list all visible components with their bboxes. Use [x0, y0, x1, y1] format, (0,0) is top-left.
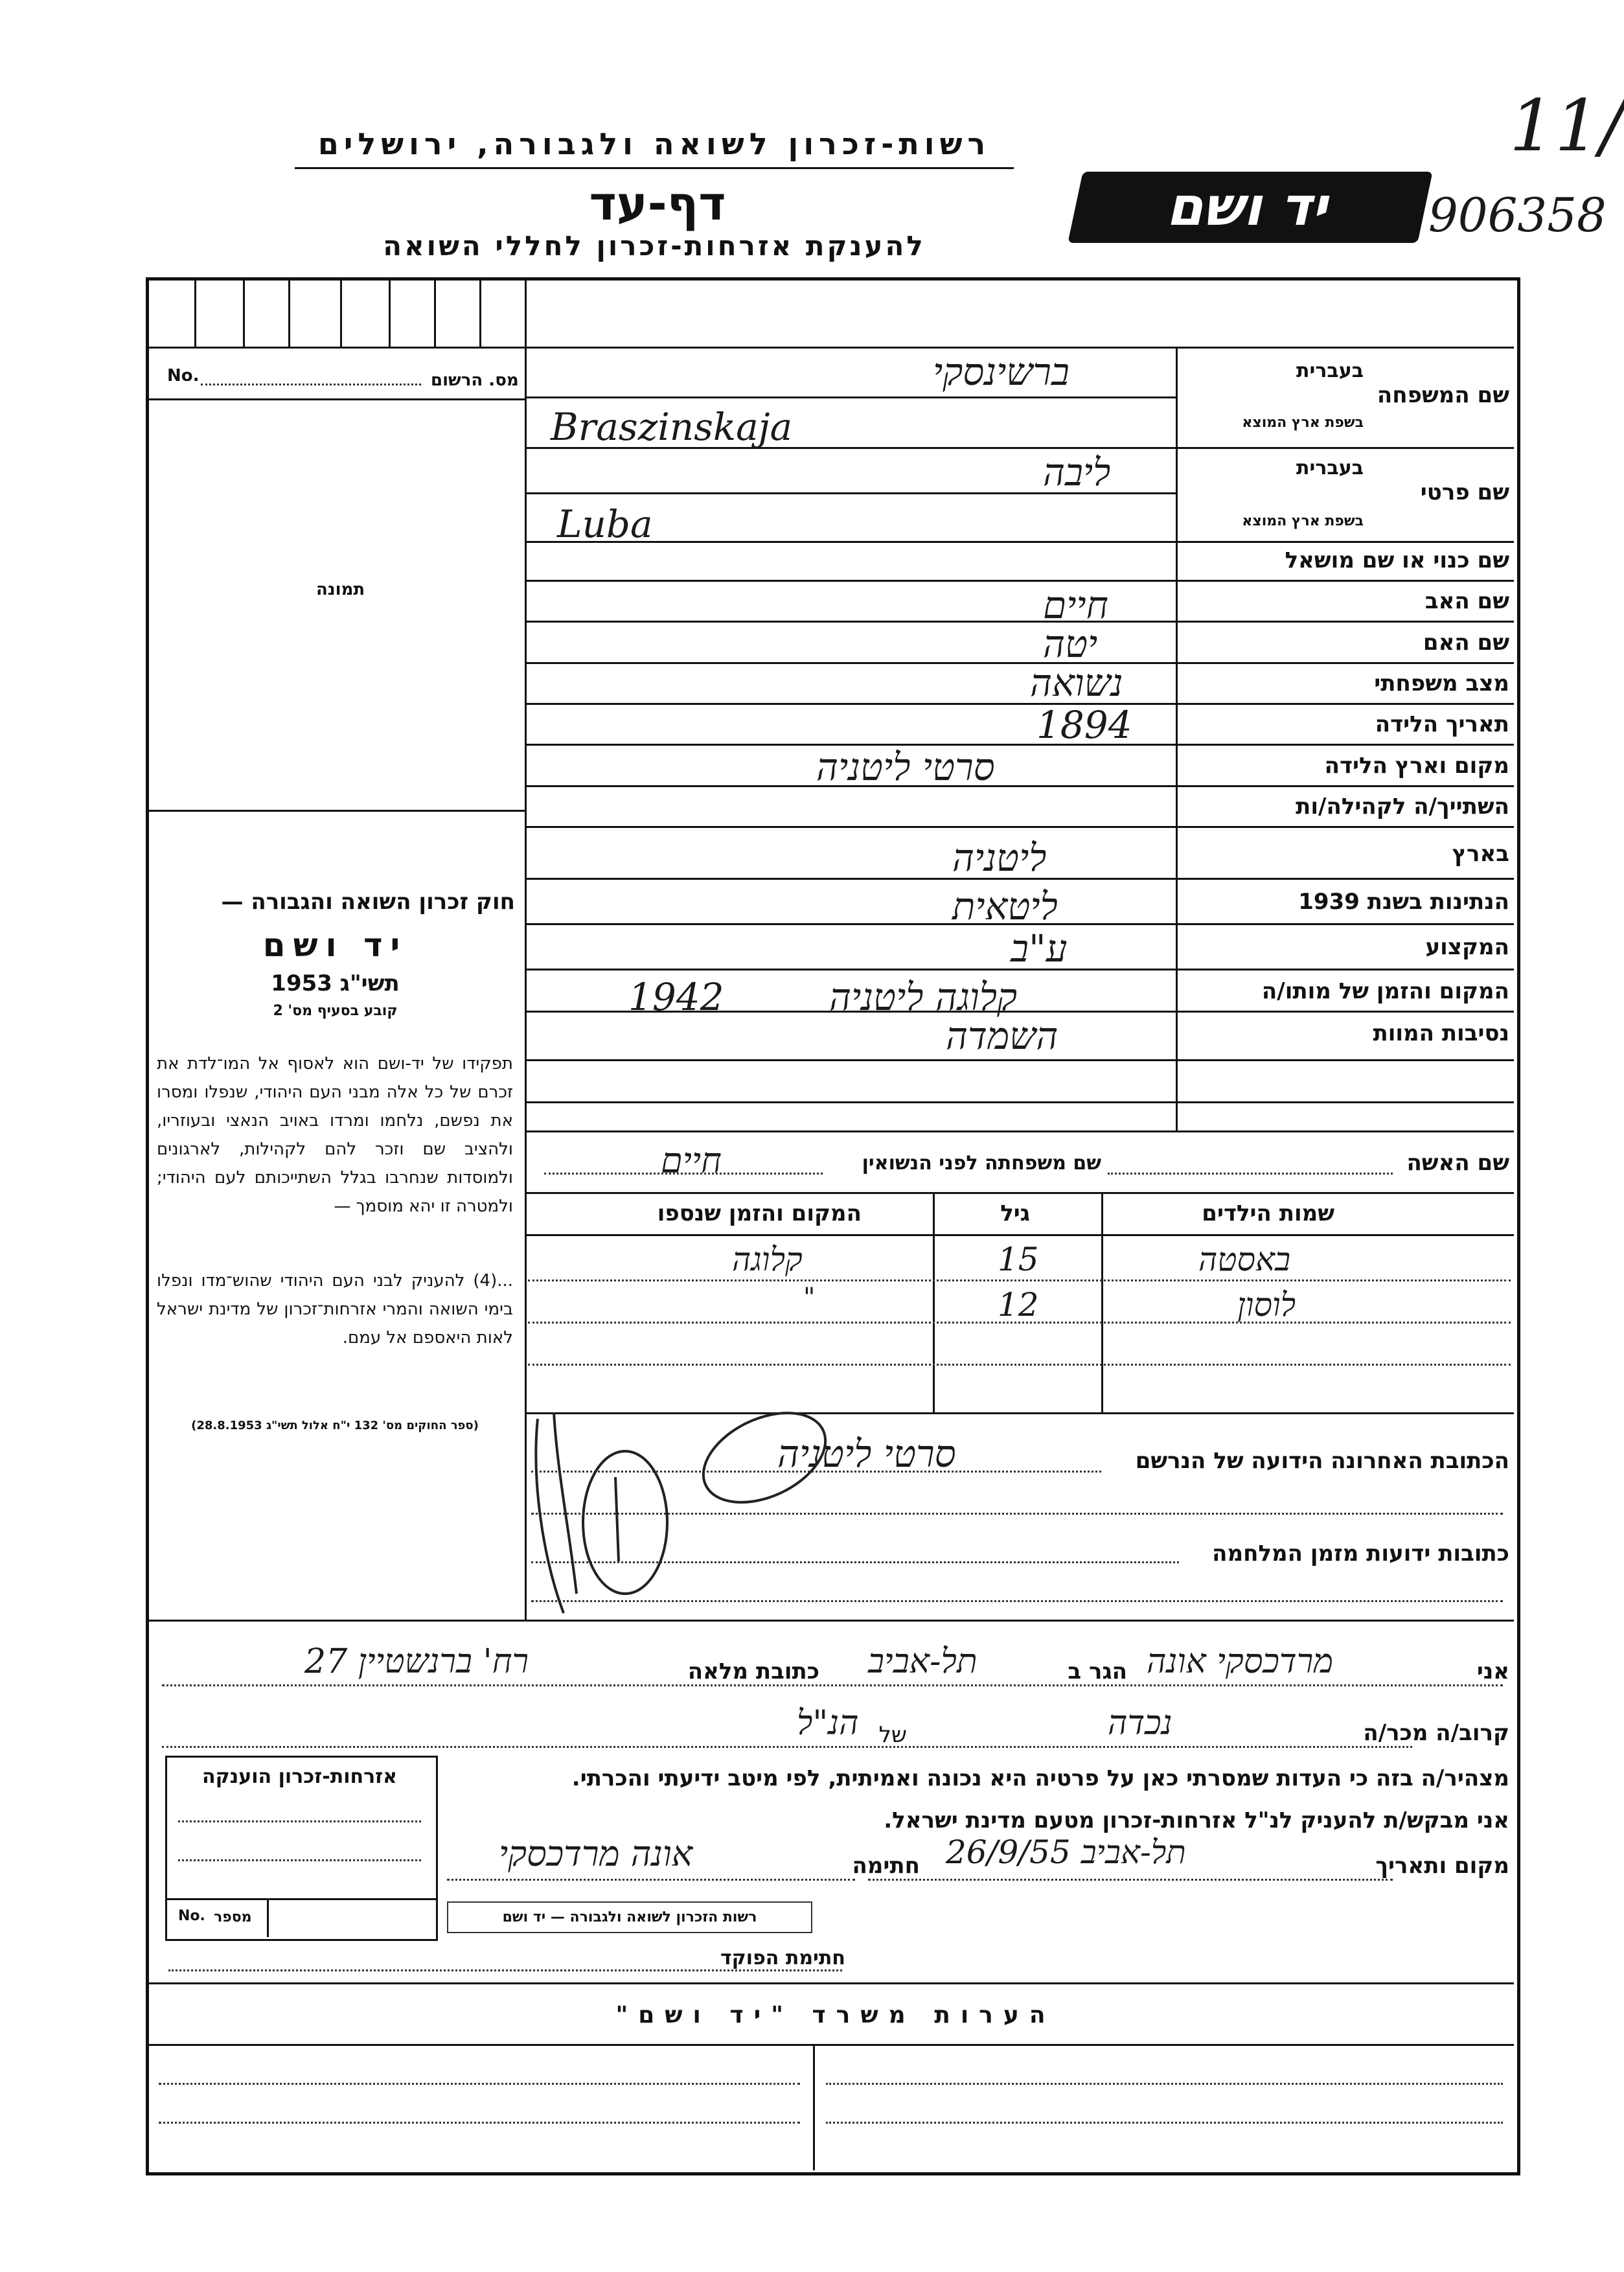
surname-label: שם המשפחה — [1377, 382, 1509, 408]
law-name: יד ושם — [262, 926, 408, 964]
photo-label: תמונה — [316, 580, 365, 599]
surname-origin-value[interactable]: Braszinskaja — [551, 405, 793, 449]
corner-mark: 11/ — [1509, 84, 1624, 167]
firstname-origin-lang: בשפת ארץ המוצא — [1242, 513, 1364, 529]
decl-resides-label: הגר ב — [1068, 1658, 1127, 1684]
child2-age[interactable]: 12 — [998, 1286, 1039, 1324]
deathyear-value[interactable]: 1942 — [628, 975, 724, 1019]
form-subtitle: להענקת אזרחות-זכרון לחללי השואה — [383, 230, 926, 262]
official-stamp — [447, 1901, 812, 1933]
birthdate-value[interactable]: 1894 — [1036, 703, 1132, 747]
child1-name[interactable]: באסטה — [1198, 1241, 1291, 1278]
declaration-top-line — [149, 1620, 1514, 1622]
child1-age[interactable]: 15 — [998, 1241, 1039, 1278]
mother-value[interactable]: יטה — [1043, 622, 1098, 666]
law-source: (ספר החוקים מס' 132 י"ח אלול תשי"ג 28.8.1953) — [191, 1419, 479, 1432]
marital-value[interactable]: נשואה — [1030, 661, 1123, 705]
authority-underline — [295, 167, 1014, 169]
photo-box-bottom — [149, 810, 525, 812]
registry-field[interactable] — [201, 384, 421, 385]
decl-name[interactable]: מרדכסקי אונה — [1147, 1642, 1334, 1681]
last-address-label: הכתובת האחרונה הידועה של הנרשם — [1135, 1448, 1509, 1474]
decl-of-value[interactable]: הנ"ל — [797, 1704, 859, 1743]
deathplace-value[interactable]: קלוגה ליטניה — [829, 975, 1017, 1019]
law-section: קובע בסעיף מס' 2 — [273, 1003, 398, 1019]
decl-statement: מצהיר/ה בזה כי העדות שמסרתי כאן על פרטיה היא נכונה ואמיתית, לפי מיטב ידיעתי והכרתי. — [571, 1765, 1509, 1791]
firstname-hebrew-value[interactable]: ליבה — [1043, 450, 1111, 494]
decl-address-label: כתובת מלאה — [687, 1658, 819, 1684]
form-title: דף-עד — [589, 176, 726, 231]
decl-of-label: של — [878, 1722, 907, 1748]
decl-signature[interactable]: אונה מרדכסקי — [499, 1833, 693, 1874]
wife-maiden-label: שם משפחתה לפני הנשואין — [862, 1152, 1101, 1175]
wife-label: שם האשה — [1406, 1150, 1509, 1176]
nickname-label: שם כנוי או שם מושאל — [1285, 547, 1509, 573]
decl-place-date[interactable]: תל-אביב 26/9/55 — [946, 1833, 1186, 1871]
surname-in-hebrew: בעברית — [1296, 360, 1364, 382]
logo-text: יד ושם — [1163, 176, 1338, 238]
decl-place-date-label: מקום ותאריך — [1375, 1853, 1509, 1879]
surname-hebrew-value[interactable]: ברשינסקי — [933, 350, 1069, 394]
notes-top-line — [149, 1982, 1514, 1984]
deathcause-label: נסיבות המוות — [1373, 1020, 1509, 1046]
award-title: אזרחות-זכרון הוענקה — [201, 1765, 398, 1788]
decl-i-label: אני — [1476, 1658, 1509, 1684]
decl-relative-label: קרוב/ה מכר/ה — [1363, 1720, 1509, 1746]
officer-signature-label: חתימת הפוקד — [720, 1947, 845, 1969]
deathplace-label: המקום והזמן של מותו/ה — [1261, 978, 1509, 1004]
decl-relation[interactable]: נכדה — [1108, 1704, 1172, 1743]
decl-city[interactable]: תל-אביב — [868, 1642, 978, 1681]
children-col-age-right — [1101, 1192, 1103, 1412]
birthplace-label: מקום וארץ הלידה — [1324, 753, 1509, 779]
birthdate-label: תאריך הלידה — [1375, 711, 1509, 737]
authority-line: רשות-זכרון לשואה ולגבורה, ירושלים — [317, 126, 991, 161]
law-year: תשי"ג 1953 — [271, 970, 400, 996]
law-para2: ...(4) להעניק לבני העם היהודי שהוש־מדו ונפלו בימי השואה והמרי אזרחות־זכרון של מדינת ישראל לאות היאספם אל עמם. — [157, 1271, 513, 1348]
award-no-he: מספר — [214, 1909, 252, 1925]
award-no-en: No. — [178, 1908, 205, 1924]
child2-name[interactable]: לוסון — [1237, 1286, 1296, 1324]
officer-signature-field[interactable] — [168, 1969, 842, 1971]
citizenship-value[interactable]: ליטאית — [952, 884, 1058, 928]
father-label: שם האב — [1424, 588, 1509, 614]
country-label: בארץ — [1452, 841, 1509, 867]
law-para1: תפקידו של יד-ושם הוא לאסוף אל המו־לדת את זכרם של כל אלה מבני העם היהודי, שנפלו ומסרו את נפשם, נלחמו ומרדו באויב הנאצי ובעוזריו, ולהציב שם וזכר להם לקהילות, לארגונים ולמוסדות שנחרבו בגלל השתייכותם לעם היהודי; ולמטרה זו יהא מוסמך — — [157, 1054, 513, 1216]
notes-col-divider — [813, 2044, 815, 2170]
community-label: השתייך/ה לקהילה/ות — [1296, 794, 1509, 820]
law-title: חוק זכרון השואה והגבורה — — [221, 889, 515, 915]
surname-origin-lang: בשפת ארץ המוצא — [1242, 415, 1364, 431]
child2-place[interactable]: " — [803, 1283, 816, 1313]
citizenship-label: הנתינות בשנת 1939 — [1298, 889, 1509, 915]
mother-label: שם האם — [1423, 630, 1509, 656]
yad-vashem-logo — [1068, 172, 1432, 243]
child1-place[interactable]: קלוגה — [732, 1241, 803, 1278]
country-value[interactable]: ליטניה — [952, 836, 1047, 880]
corner-number: 906358 — [1428, 188, 1607, 242]
stamp-text: רשות הזכרון לשואה ולגבורה — יד ושם — [502, 1909, 757, 1925]
witness-scribble — [518, 1367, 855, 1626]
children-col-age-left — [933, 1192, 935, 1412]
marital-label: מצב משפחתי — [1374, 671, 1509, 696]
decl-signature-label: חתימה — [852, 1853, 920, 1879]
father-value[interactable]: חיים — [1043, 583, 1108, 627]
children-header-place: המקום והזמן שנספו — [657, 1200, 862, 1226]
decl-address[interactable]: רח' ברנשטיין 27 — [304, 1642, 529, 1681]
children-header-age: גיל — [1000, 1200, 1030, 1226]
wartime-address-label: כתובות ידועות מזמן המלחמה — [1212, 1541, 1509, 1566]
birthplace-value[interactable]: סרטי ליטניה — [816, 745, 995, 789]
notes-title: הערות משרד "יד ושם" — [615, 2002, 1056, 2028]
deathcause-value[interactable]: השמדה — [946, 1014, 1058, 1058]
wife-value[interactable]: חיים — [661, 1140, 722, 1181]
last-address-value[interactable]: סרטי ליטניה — [777, 1432, 956, 1476]
children-header-names: שמות הילדים — [1202, 1200, 1334, 1226]
firstname-origin-value[interactable]: Luba — [557, 502, 653, 546]
registry-no-he: מס. הרשום — [431, 371, 519, 390]
frame-top-inner-line — [149, 347, 1514, 349]
label-col-divider — [1176, 347, 1178, 1130]
profession-label: המקצוע — [1425, 934, 1509, 960]
wife-field[interactable] — [1108, 1173, 1393, 1175]
registry-no-en: No. — [167, 366, 200, 385]
firstname-label: שם פרטי — [1420, 479, 1509, 505]
decl-request: אני מבקש/ת להעניק לנ"ל אזרחות-זכרון מטעם מדינת ישראל. — [884, 1807, 1509, 1833]
firstname-in-hebrew: בעברית — [1296, 457, 1364, 479]
profession-value[interactable]: ע"ב — [1011, 926, 1068, 970]
